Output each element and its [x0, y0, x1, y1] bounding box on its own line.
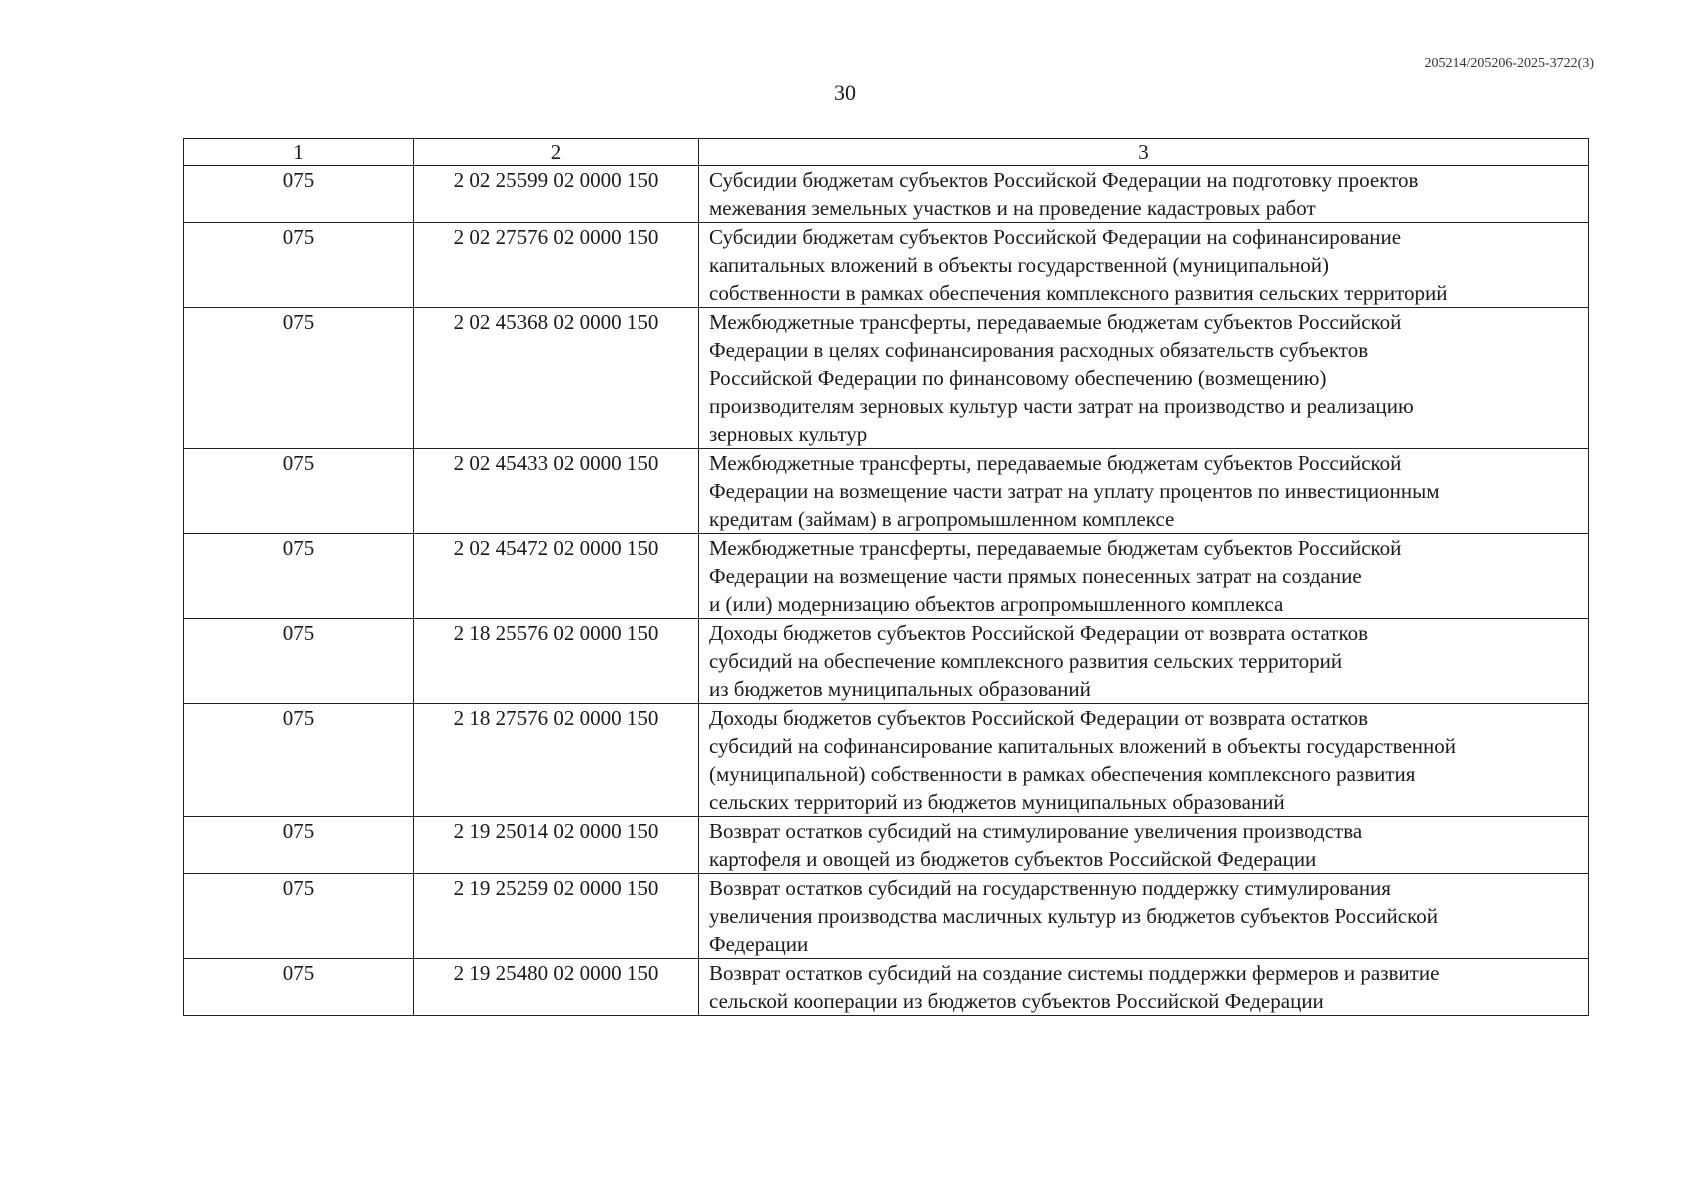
table-row: [184, 959, 1589, 1016]
admin-code-cell: 075: [184, 959, 414, 1016]
revenue-code-cell: 2 02 45368 02 0000 150: [414, 308, 699, 449]
admin-code-cell: 075: [184, 223, 414, 308]
revenue-code-cell: 2 19 25480 02 0000 150: [414, 959, 699, 1016]
table-row: [184, 449, 1589, 534]
revenue-code-cell: 2 02 25599 02 0000 150: [414, 166, 699, 223]
table-row: [184, 619, 1589, 704]
description-cell: Доходы бюджетов субъектов Российской Федерации от возврата остатков субсидий на софинансирование капитальных вложений в объекты государственной (муниципальной) собственности в рамках обеспечения комплексного развития сельских территорий из бюджетов муниципальных образований: [699, 704, 1589, 817]
description-cell: Межбюджетные трансферты, передаваемые бюджетам субъектов Российской Федерации на возмещение части прямых понесенных затрат на создание и (или) модернизацию объектов агропромышленного комплекса: [699, 534, 1589, 619]
admin-code-cell: 075: [184, 308, 414, 449]
budget-codes-table: [183, 138, 1589, 1016]
description-cell: Субсидии бюджетам субъектов Российской Федерации на софинансирование капитальных вложений в объекты государственной (муниципальной) собственности в рамках обеспечения комплексного развития сельских территорий: [699, 223, 1589, 308]
admin-code-cell: 075: [184, 619, 414, 704]
column-header-2: 2: [414, 139, 699, 166]
admin-code-cell: 075: [184, 449, 414, 534]
table-row: [184, 874, 1589, 959]
table-row: [184, 534, 1589, 619]
description-cell: Межбюджетные трансферты, передаваемые бюджетам субъектов Российской Федерации в целях софинансирования расходных обязательств субъектов Российской Федерации по финансовому обеспечению (возмещению) производителям зерновых культур части затрат на производство и реализацию зерновых культур: [699, 308, 1589, 449]
revenue-code-cell: 2 19 25014 02 0000 150: [414, 817, 699, 874]
document-id: 205214/205206-2025-3722(3): [1424, 56, 1594, 71]
revenue-code-cell: 2 02 27576 02 0000 150: [414, 223, 699, 308]
column-header-3: 3: [699, 139, 1589, 166]
table-row: [184, 166, 1589, 223]
revenue-code-cell: 2 18 27576 02 0000 150: [414, 704, 699, 817]
page-number: 30: [834, 80, 856, 105]
admin-code-cell: 075: [184, 704, 414, 817]
description-cell: Возврат остатков субсидий на создание системы поддержки фермеров и развитие сельской кооперации из бюджетов субъектов Российской Федерации: [699, 959, 1589, 1016]
revenue-code-cell: 2 19 25259 02 0000 150: [414, 874, 699, 959]
description-cell: Доходы бюджетов субъектов Российской Федерации от возврата остатков субсидий на обеспечение комплексного развития сельских территорий из бюджетов муниципальных образований: [699, 619, 1589, 704]
revenue-code-cell: 2 02 45433 02 0000 150: [414, 449, 699, 534]
admin-code-cell: 075: [184, 534, 414, 619]
description-cell: Субсидии бюджетам субъектов Российской Федерации на подготовку проектов межевания земельных участков и на проведение кадастровых работ: [699, 166, 1589, 223]
admin-code-cell: 075: [184, 166, 414, 223]
table-header-row: [184, 139, 1589, 166]
column-header-1: 1: [184, 139, 414, 166]
table-row: [184, 704, 1589, 817]
table-row: [184, 308, 1589, 449]
description-cell: Межбюджетные трансферты, передаваемые бюджетам субъектов Российской Федерации на возмещение части затрат на уплату процентов по инвестиционным кредитам (займам) в агропромышленном комплексе: [699, 449, 1589, 534]
table-row: [184, 223, 1589, 308]
table-row: [184, 817, 1589, 874]
description-cell: Возврат остатков субсидий на стимулирование увеличения производства картофеля и овощей из бюджетов субъектов Российской Федерации: [699, 817, 1589, 874]
description-cell: Возврат остатков субсидий на государственную поддержку стимулирования увеличения производства масличных культур из бюджетов субъектов Российской Федерации: [699, 874, 1589, 959]
admin-code-cell: 075: [184, 817, 414, 874]
revenue-code-cell: 2 02 45472 02 0000 150: [414, 534, 699, 619]
admin-code-cell: 075: [184, 874, 414, 959]
revenue-code-cell: 2 18 25576 02 0000 150: [414, 619, 699, 704]
